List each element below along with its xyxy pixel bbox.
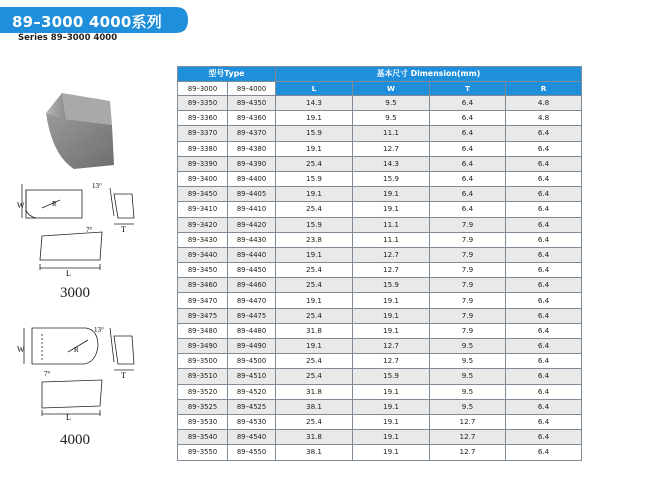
table-row [178, 202, 582, 217]
angle-top-label: 13° [92, 182, 102, 190]
series-4000-cell: 89–4000 [228, 82, 276, 96]
table-row [178, 247, 582, 262]
cell-r: 6.4 [506, 202, 582, 217]
cell-w: 19.1 [353, 323, 430, 338]
cell-l: 19.1 [276, 187, 353, 202]
cell-r: 4.8 [506, 96, 582, 111]
cell-t: 7.9 [430, 323, 506, 338]
cell-t: 6.4 [430, 171, 506, 186]
dimension-table [177, 66, 582, 461]
table-row [178, 445, 582, 460]
cell-t: 9.5 [430, 354, 506, 369]
cell-l: 25.4 [276, 414, 353, 429]
col-header-w: W [353, 82, 430, 96]
cell-m1: 89–3380 [178, 141, 228, 156]
cell-m2: 89–4510 [228, 369, 276, 384]
type-header: 型号Type [178, 67, 276, 82]
table-row [178, 384, 582, 399]
cell-w: 19.1 [353, 445, 430, 460]
cell-l: 19.1 [276, 293, 353, 308]
cell-r: 6.4 [506, 323, 582, 338]
cell-m2: 89–4380 [228, 141, 276, 156]
cell-r: 6.4 [506, 414, 582, 429]
cell-t: 6.4 [430, 111, 506, 126]
l-label: L [66, 269, 71, 278]
table-row [178, 369, 582, 384]
cell-t: 12.7 [430, 430, 506, 445]
drawing-4000 [14, 322, 144, 422]
cell-m2: 89–4440 [228, 247, 276, 262]
cell-m1: 89–3400 [178, 171, 228, 186]
cell-m2: 89–4550 [228, 445, 276, 460]
table-row [178, 126, 582, 141]
cell-w: 11.1 [353, 217, 430, 232]
cell-r: 6.4 [506, 156, 582, 171]
cell-r: 6.4 [506, 354, 582, 369]
cell-t: 6.4 [430, 202, 506, 217]
table-row [178, 354, 582, 369]
w-label: W [17, 201, 25, 210]
cell-m2: 89–4540 [228, 430, 276, 445]
angle-side-label: 7° [86, 226, 93, 234]
cell-l: 19.1 [276, 339, 353, 354]
cell-l: 31.8 [276, 430, 353, 445]
cell-l: 25.4 [276, 263, 353, 278]
cell-m2: 89–4525 [228, 399, 276, 414]
cell-t: 9.5 [430, 339, 506, 354]
cell-l: 25.4 [276, 156, 353, 171]
cell-l: 25.4 [276, 278, 353, 293]
cell-w: 19.1 [353, 384, 430, 399]
cell-r: 6.4 [506, 126, 582, 141]
cell-m2: 89–4360 [228, 111, 276, 126]
cell-m1: 89–3540 [178, 430, 228, 445]
col-header-l: L [276, 82, 353, 96]
table-row [178, 308, 582, 323]
series-subtitle: Series 89–3000 4000 [18, 33, 118, 43]
cell-m2: 89–4390 [228, 156, 276, 171]
cell-r: 6.4 [506, 293, 582, 308]
table-row [178, 111, 582, 126]
cell-r: 6.4 [506, 141, 582, 156]
cell-m2: 89–4530 [228, 414, 276, 429]
table-row [178, 232, 582, 247]
table-row [178, 323, 582, 338]
cell-w: 12.7 [353, 141, 430, 156]
cell-r: 6.4 [506, 171, 582, 186]
cell-m1: 89–3500 [178, 354, 228, 369]
cell-w: 12.7 [353, 354, 430, 369]
cell-w: 12.7 [353, 247, 430, 262]
cell-m2: 89–4405 [228, 187, 276, 202]
cell-l: 31.8 [276, 384, 353, 399]
cell-r: 4.8 [506, 111, 582, 126]
cell-w: 11.1 [353, 232, 430, 247]
table-row [178, 217, 582, 232]
cell-l: 15.9 [276, 126, 353, 141]
cell-t: 12.7 [430, 445, 506, 460]
cell-m1: 89–3350 [178, 96, 228, 111]
cell-m1: 89–3525 [178, 399, 228, 414]
cell-l: 19.1 [276, 111, 353, 126]
table-row [178, 414, 582, 429]
cell-l: 25.4 [276, 354, 353, 369]
cell-w: 19.1 [353, 308, 430, 323]
cell-m2: 89–4430 [228, 232, 276, 247]
cell-m2: 89–4475 [228, 308, 276, 323]
cell-w: 12.7 [353, 263, 430, 278]
table-row [178, 293, 582, 308]
cell-m2: 89–4450 [228, 263, 276, 278]
title-banner [0, 7, 188, 33]
cell-l: 19.1 [276, 141, 353, 156]
table-row [178, 430, 582, 445]
cell-m2: 89–4400 [228, 171, 276, 186]
cell-t: 7.9 [430, 308, 506, 323]
r-label: R [52, 200, 57, 208]
cell-t: 9.5 [430, 369, 506, 384]
cell-m2: 89–4420 [228, 217, 276, 232]
insert-photo [38, 85, 118, 175]
cell-m2: 89–4370 [228, 126, 276, 141]
cell-m1: 89–3360 [178, 111, 228, 126]
cell-w: 14.3 [353, 156, 430, 171]
cell-t: 6.4 [430, 156, 506, 171]
cell-t: 9.5 [430, 384, 506, 399]
cell-w: 12.7 [353, 339, 430, 354]
cell-m1: 89–3430 [178, 232, 228, 247]
cell-t: 6.4 [430, 96, 506, 111]
cell-m1: 89–3530 [178, 414, 228, 429]
cell-t: 7.9 [430, 232, 506, 247]
cell-l: 38.1 [276, 399, 353, 414]
table-row [178, 263, 582, 278]
cell-m1: 89–3440 [178, 247, 228, 262]
cell-l: 38.1 [276, 445, 353, 460]
cell-t: 7.9 [430, 293, 506, 308]
cell-r: 6.4 [506, 217, 582, 232]
cell-l: 15.9 [276, 171, 353, 186]
cell-t: 7.9 [430, 217, 506, 232]
table-row [178, 187, 582, 202]
l-label-2: L [66, 413, 71, 422]
cell-m2: 89–4470 [228, 293, 276, 308]
cell-m2: 89–4490 [228, 339, 276, 354]
cell-r: 6.4 [506, 247, 582, 262]
cell-r: 6.4 [506, 187, 582, 202]
cell-m1: 89–3510 [178, 369, 228, 384]
cell-m2: 89–4480 [228, 323, 276, 338]
cell-l: 14.3 [276, 96, 353, 111]
table-row [178, 399, 582, 414]
cell-m1: 89–3550 [178, 445, 228, 460]
t-label: T [121, 225, 126, 234]
cell-w: 19.1 [353, 202, 430, 217]
cell-w: 19.1 [353, 187, 430, 202]
cell-w: 19.1 [353, 399, 430, 414]
cell-r: 6.4 [506, 232, 582, 247]
page-title: 89–3000 4000系列 [12, 13, 162, 31]
cell-m1: 89–3470 [178, 293, 228, 308]
cell-m1: 89–3450 [178, 263, 228, 278]
series-3000-cell: 89–3000 [178, 82, 228, 96]
dimension-header: 基本尺寸 Dimension(mm) [276, 67, 582, 82]
cell-t: 6.4 [430, 187, 506, 202]
angle-side-label-2: 7° [44, 370, 51, 378]
t-label-2: T [121, 371, 126, 380]
cell-m1: 89–3475 [178, 308, 228, 323]
cell-r: 6.4 [506, 339, 582, 354]
table-row [178, 171, 582, 186]
cell-m2: 89–4520 [228, 384, 276, 399]
cell-w: 19.1 [353, 293, 430, 308]
cell-t: 7.9 [430, 278, 506, 293]
cell-r: 6.4 [506, 384, 582, 399]
cell-r: 6.4 [506, 430, 582, 445]
cell-r: 6.4 [506, 399, 582, 414]
cell-w: 19.1 [353, 430, 430, 445]
cell-r: 6.4 [506, 278, 582, 293]
drawing-3000 [14, 180, 144, 280]
cell-m1: 89–3390 [178, 156, 228, 171]
cell-r: 6.4 [506, 308, 582, 323]
cell-t: 6.4 [430, 141, 506, 156]
w-label-2: W [17, 345, 25, 354]
cell-t: 7.9 [430, 247, 506, 262]
cell-w: 19.1 [353, 414, 430, 429]
table-row [178, 96, 582, 111]
cell-r: 6.4 [506, 445, 582, 460]
r-label-2: R [74, 346, 79, 354]
cell-m2: 89–4410 [228, 202, 276, 217]
cell-l: 23.8 [276, 232, 353, 247]
cell-w: 15.9 [353, 369, 430, 384]
cell-w: 9.5 [353, 111, 430, 126]
figure-label-4000: 4000 [60, 432, 90, 448]
cell-m2: 89–4350 [228, 96, 276, 111]
table-row [178, 278, 582, 293]
cell-m1: 89–3410 [178, 202, 228, 217]
cell-m2: 89–4460 [228, 278, 276, 293]
col-header-t: T [430, 82, 506, 96]
cell-t: 9.5 [430, 399, 506, 414]
cell-l: 15.9 [276, 217, 353, 232]
figure-label-3000: 3000 [60, 285, 90, 301]
cell-r: 6.4 [506, 263, 582, 278]
cell-t: 12.7 [430, 414, 506, 429]
cell-m1: 89–3370 [178, 126, 228, 141]
cell-w: 9.5 [353, 96, 430, 111]
col-header-r: R [506, 82, 582, 96]
cell-m1: 89–3490 [178, 339, 228, 354]
table-row [178, 339, 582, 354]
cell-m1: 89–3480 [178, 323, 228, 338]
cell-t: 6.4 [430, 126, 506, 141]
table-row [178, 156, 582, 171]
cell-l: 25.4 [276, 369, 353, 384]
cell-m2: 89–4500 [228, 354, 276, 369]
table-row [178, 141, 582, 156]
cell-m1: 89–3460 [178, 278, 228, 293]
cell-l: 19.1 [276, 247, 353, 262]
cell-r: 6.4 [506, 369, 582, 384]
cell-w: 15.9 [353, 278, 430, 293]
cell-l: 31.8 [276, 323, 353, 338]
cell-t: 7.9 [430, 263, 506, 278]
cell-w: 11.1 [353, 126, 430, 141]
cell-l: 25.4 [276, 308, 353, 323]
cell-m1: 89–3420 [178, 217, 228, 232]
cell-m1: 89–3520 [178, 384, 228, 399]
cell-l: 25.4 [276, 202, 353, 217]
cell-m1: 89–3450 [178, 187, 228, 202]
cell-w: 15.9 [353, 171, 430, 186]
angle-top-label-2: 13° [94, 326, 104, 334]
